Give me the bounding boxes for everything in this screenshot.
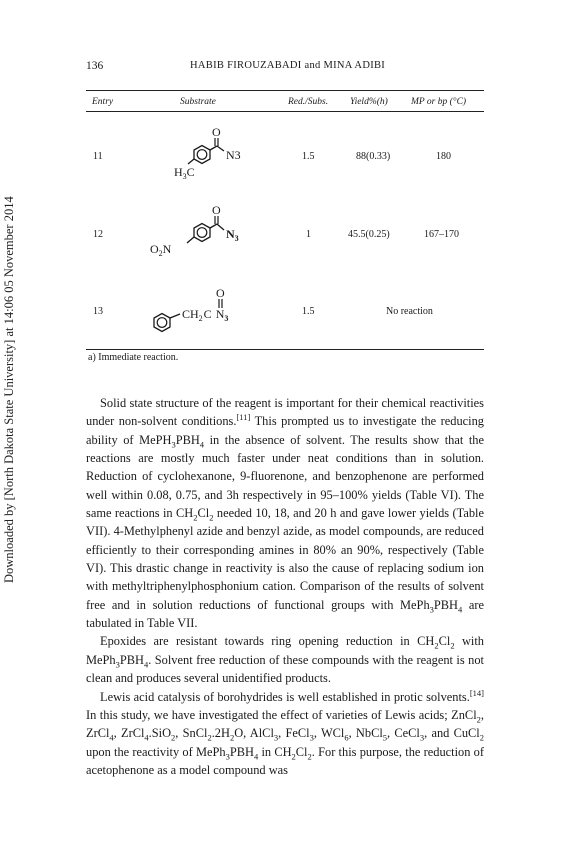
running-head: HABIB FIROUZABADI and MINA ADIBI xyxy=(190,60,386,71)
methyl-label: $H_3C$ xyxy=(174,165,195,181)
row-13-red-subs: 1.5 xyxy=(302,306,315,317)
table-bottom-rule xyxy=(86,349,484,350)
azide-label: $N_3$ xyxy=(226,227,239,243)
row-12-yield: 45.5(0.25) xyxy=(348,229,390,240)
row-13-entry: 13 xyxy=(93,306,103,317)
header-red-subs: Red./Subs. xyxy=(288,97,329,107)
structure-4-nitrobenzoyl-azide xyxy=(140,198,280,268)
azide-label: N3 xyxy=(226,148,241,162)
acyl-chain-label: $CH_2C$ $N_3$ xyxy=(182,307,229,323)
paragraph-1: Solid state structure of the reagent is important for their chemical reactivities under non-solvent conditions.[11] This prompted us to investigate the reducing ability of $MePH_3PBH_4$ in the absence of solvent. The results show that the reactions are mostly much faster under neat conditions than in solution. Reduction of cyclohexanone, 9-fluorenone, and benzophenone are performed well within 0.08, 0.75, and 3h respectively in 95–100% yields (Table VI). The same reactions in $CH_2Cl_2$ needed 10, 18, and 20 h and gave lower yields (Table VII). 4-Methylphenyl azide and benzyl azide, as model compounds, are reduced efficiently to their corresponding amines in 80% an 90%, respectively (Table VI). This drastic change in reactivity is also the cause of replacing sodium ion with methyltriphenylphosphonium cation. Comparison of the results of solvent free and in solution reductions of functional groups with $MePh_3PBH_4$ are tabulated in Table VII. xyxy=(86,396,485,631)
row-12-mp: 167–170 xyxy=(424,229,459,240)
oxygen-label: O xyxy=(212,125,221,139)
row-11-yield: 88(0.33) xyxy=(356,151,391,162)
header-yield: Yield%(h) xyxy=(350,97,388,107)
oxygen-label: O xyxy=(216,286,225,300)
table-top-rule xyxy=(86,90,484,91)
header-mp: MP or bp (°C) xyxy=(411,97,467,107)
nitro-label: $O_2N$ xyxy=(150,242,172,258)
header-entry: Entry xyxy=(92,97,114,107)
table-header-rule xyxy=(86,111,484,112)
structure-4-methylbenzoyl-azide xyxy=(150,118,270,188)
paragraph-2: Epoxides are resistant towards ring opening reduction in $CH_2Cl_2$ with $MePh_3PBH_4$. Solvent free reduction of these compounds with the reagent is not clean and produces several unidentified products. xyxy=(86,634,484,686)
structure-phenylacetyl-azide xyxy=(140,284,280,346)
row-12-red-subs: 1 xyxy=(306,229,311,240)
row-11-red-subs: 1.5 xyxy=(302,151,315,162)
row-12-entry: 12 xyxy=(93,229,103,240)
row-13-result: No reaction xyxy=(386,306,433,317)
row-11-entry: 11 xyxy=(93,151,103,162)
row-11-mp: 180 xyxy=(436,151,451,162)
oxygen-label: O xyxy=(212,203,221,217)
header-substrate: Substrate xyxy=(180,97,216,107)
page-number: 136 xyxy=(86,60,104,72)
body-text xyxy=(86,394,484,779)
table-footnote: a) Immediate reaction. xyxy=(88,352,179,363)
download-watermark: Downloaded by [North Dakota State University] at 14:06 05 November 2014 xyxy=(2,196,16,584)
paragraph-3: Lewis acid catalysis of borohydrides is well established in protic solvents.[14] In this study, we have investigated the effect of varieties of Lewis acids; ZnCl$_2$, ZrCl$_4$, ZrCl$_4$.SiO$_2$, $SnCl_2.2H_2O$, AlCl$_3$, FeCl$_3$, WCl$_6$, NbCl$_5$, CeCl$_3$, and CuCl$_2$ upon the reactivity of $MePh_3PBH_4$ in $CH_2Cl_2$. For this purpose, the reduction of acetophenone as a model compound was xyxy=(86,687,484,777)
